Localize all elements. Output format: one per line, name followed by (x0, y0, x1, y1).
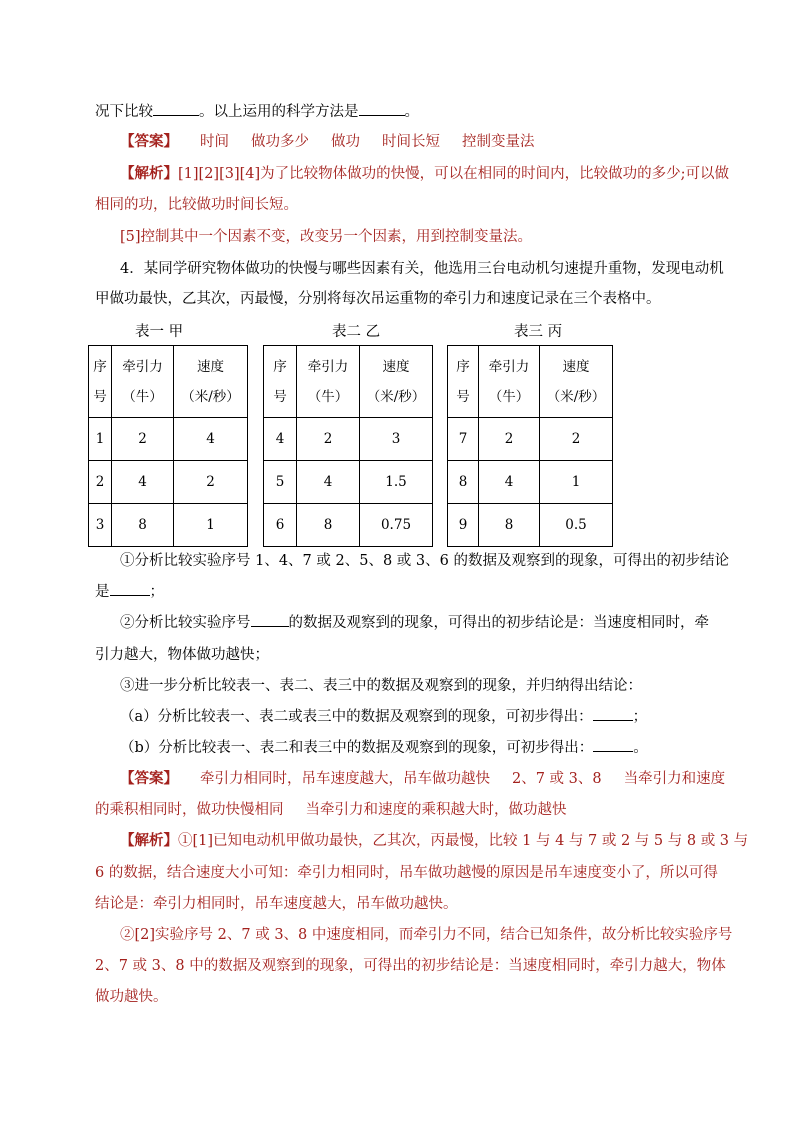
answer-line-2: 【答案】 牵引力相同时，吊车速度越大，吊车做功越快 2、7 或 3、8 当牵引力和速度 (120, 770, 726, 787)
header-force: 牵引力 （牛） (112, 346, 174, 418)
table-row: 3 8 1 (89, 504, 248, 547)
table-3-caption: 表三 丙 (514, 324, 563, 340)
sub-question-1-line-1: ①分析比较实验序号 1、4、7 或 2、5、8 或 3、6 的数据及观察到的现象，可得出的初步结论 (120, 553, 729, 569)
header-seq: 序 号 (89, 346, 112, 418)
analysis-line-3: [5]控制其中一个因素不变，改变另一个因素，用到控制变量法。 (120, 229, 533, 245)
answer-blank (593, 706, 633, 721)
table-1 (88, 345, 248, 547)
analysis2-line-4: ②[2]实验序号 2、7 或 3、8 中速度相同，而牵引力不同，结合已知条件，故分析比较实验序号 (120, 927, 733, 943)
table-row: 5 4 1.5 (264, 461, 433, 504)
sub-question-1-line-2: 是 ； (95, 581, 164, 603)
analysis-line-1: 【解析】[1][2][3][4]为了比较物体做功的快慢，可以在相同的时间内，比较做功的多少;可以做 (120, 165, 730, 182)
table-1-caption: 表一 甲 (135, 324, 184, 340)
header-force: 牵引力 （牛） (479, 346, 540, 418)
table-2 (263, 345, 433, 547)
sub-question-3a: （a）分析比较表一、表二或表三中的数据及观察到的现象，可初步得出： ； (120, 706, 647, 728)
answer-blank (110, 581, 150, 596)
question-4-line-1: 4．某同学研究物体做功的快慢与哪些因素有关，他选用三台电动机匀速提升重物，发现电动机 (120, 261, 724, 277)
table-row: 4 2 3 (264, 418, 433, 461)
analysis-line-2: 相同的功，比较做功时间长短。 (95, 197, 298, 213)
table-row: 8 4 1 (448, 461, 613, 504)
analysis2-line-5: 2、7 或 3、8 中的数据及观察到的现象，可得出的初步结论是：当速度相同时，牵引力越大，物体 (95, 958, 726, 974)
header-seq: 序 号 (448, 346, 479, 418)
table-2-caption: 表二 乙 (332, 324, 381, 340)
table-row: 7 2 2 (448, 418, 613, 461)
answer-line-2b: 的乘积相同时，做功快慢相同 当牵引力和速度的乘积越大时，做功越快 (95, 802, 567, 818)
analysis2-line-2: 6 的数据，结合速度大小可知：牵引力相同时，吊车做功越慢的原因是吊车速度变小了，所以可得 (95, 865, 718, 881)
sub-question-2-line-1: ②分析比较实验序号 的数据及观察到的现象，可得出的初步结论是：当速度相同时，牵 (120, 612, 709, 634)
analysis2-line-6: 做功越快。 (95, 989, 168, 1005)
table-row: 6 8 0.75 (264, 504, 433, 547)
analysis2-line-1: 【解析】①[1]已知电动机甲做功最快，乙其次，丙最慢，比较 1 与 4 与 7 或 2 与 5 与 8 或 3 与 (120, 832, 749, 849)
table-header-row (89, 346, 248, 418)
sub-question-3: ③进一步分析比较表一、表二、表三中的数据及观察到的现象，并归纳得出结论： (120, 678, 642, 694)
header-speed: 速度 （米/秒） (360, 346, 433, 418)
table-row: 2 4 2 (89, 461, 248, 504)
header-speed: 速度 （米/秒） (540, 346, 613, 418)
answer-blank (251, 612, 289, 627)
carryover-line: 况下比较 。以上运用的科学方法是 。 (95, 101, 419, 123)
sub-question-3b: （b）分析比较表一、表二和表三中的数据及观察到的现象，可初步得出： 。 (120, 737, 648, 759)
answer-blank (359, 101, 405, 116)
analysis2-line-3: 结论是：牵引力相同时，吊车速度越大，吊车做功越快。 (95, 896, 458, 912)
answer-line-1: 【答案】 时间 做功多少 做功 时间长短 控制变量法 (120, 133, 535, 150)
header-speed: 速度 （米/秒） (174, 346, 248, 418)
table-header-row (264, 346, 433, 418)
sub-question-2-line-2: 引力越大，物体做功越快； (95, 647, 269, 663)
question-4-line-2: 甲做功最快，乙其次，丙最慢，分别将每次吊运重物的牵引力和速度记录在三个表格中。 (95, 291, 661, 307)
table-row: 1 2 4 (89, 418, 248, 461)
header-seq: 序 号 (264, 346, 297, 418)
header-force: 牵引力 （牛） (297, 346, 360, 418)
table-row: 9 8 0.5 (448, 504, 613, 547)
table-3 (447, 345, 613, 547)
answer-blank (153, 101, 199, 116)
table-header-row (448, 346, 613, 418)
answer-blank (593, 737, 633, 752)
